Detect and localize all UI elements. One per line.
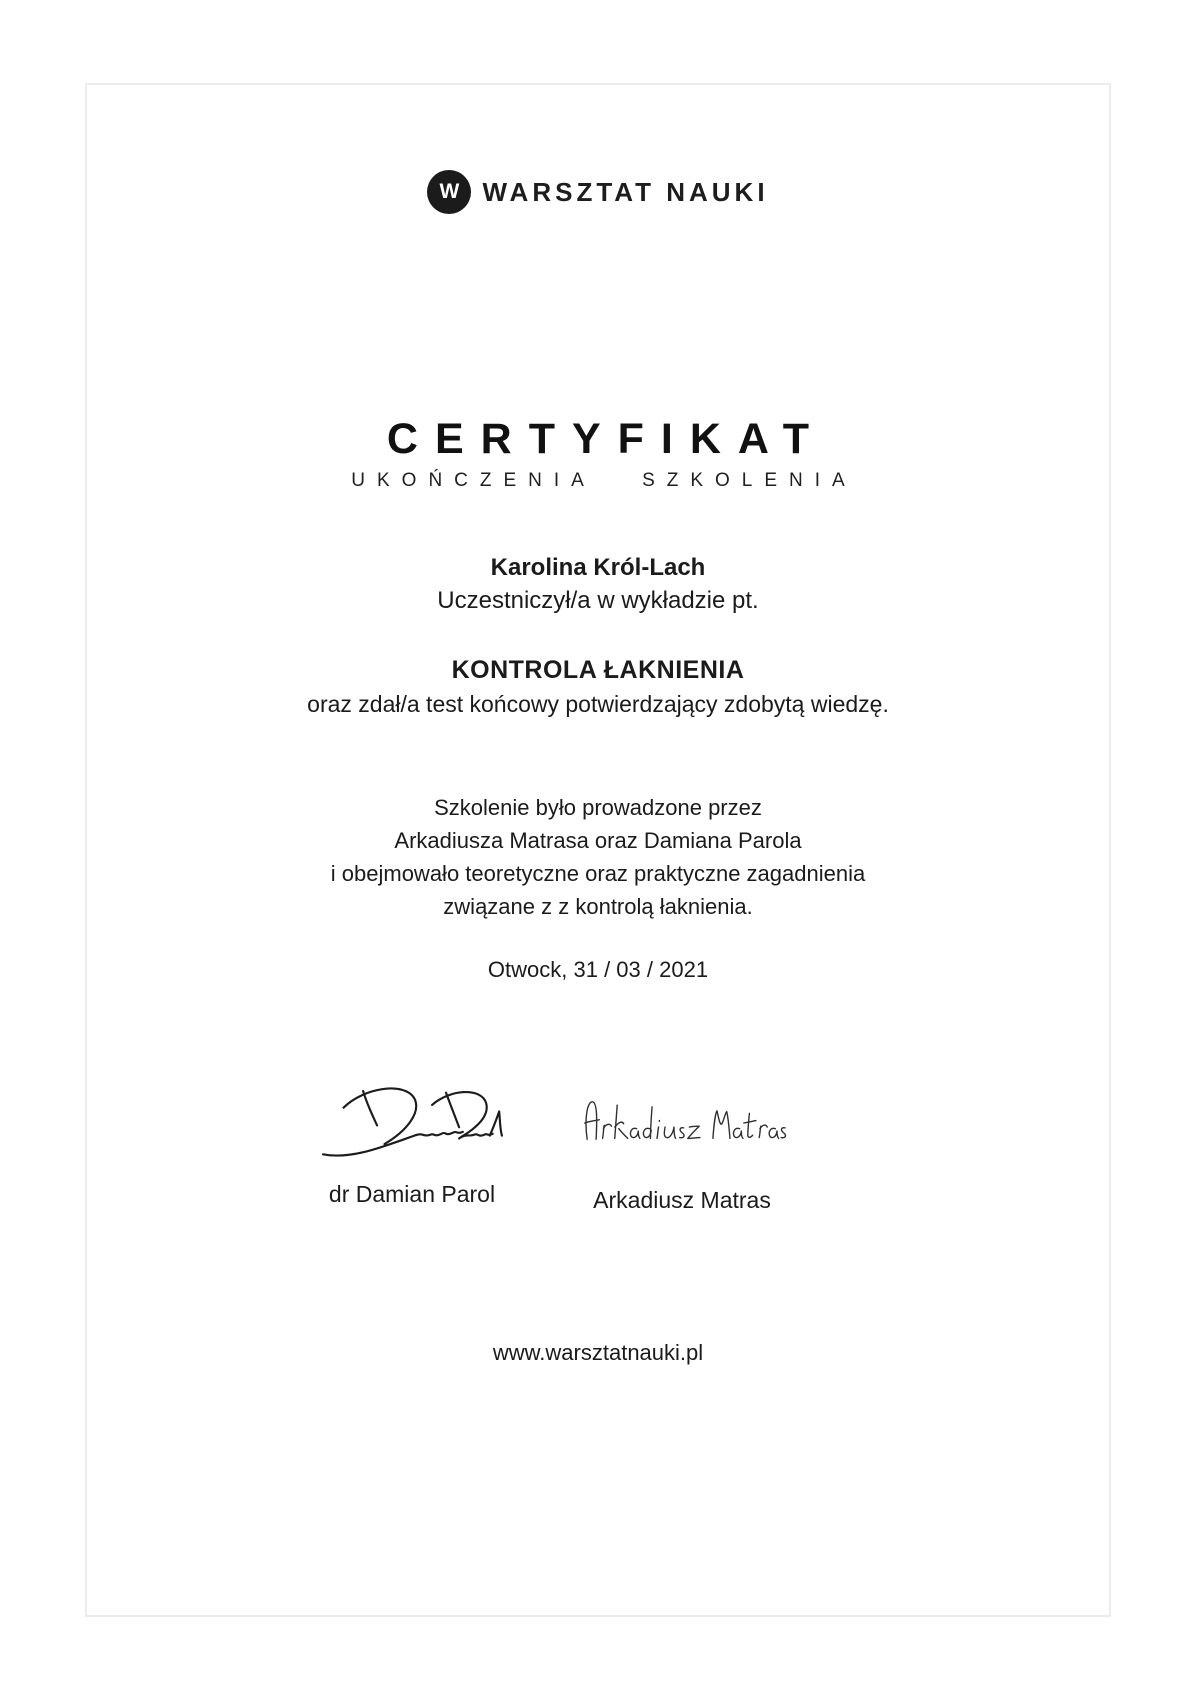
damian-parol-signature-image	[310, 1077, 515, 1169]
description-line: Arkadiusza Matrasa oraz Damiana Parola	[394, 828, 802, 853]
signer-name: dr Damian Parol	[328, 1181, 496, 1207]
description-line: i obejmowało teoretyczne oraz praktyczne zagadnienia	[330, 861, 866, 886]
description-line: związane z z kontrolą łaknienia.	[443, 894, 753, 919]
brand-initial: W	[439, 180, 460, 203]
participation-line: Uczestniczył/a w wykładzie pt.	[437, 587, 759, 614]
signer-name: Arkadiusz Matras	[593, 1187, 771, 1213]
course-name: KONTROLA ŁAKNIENIA	[451, 656, 745, 684]
signatures-section	[87, 1077, 1109, 1297]
recipient-name: Karolina Król-Lach	[490, 554, 706, 581]
certificate-card	[85, 83, 1111, 1617]
signature-block-damian-parol	[277, 1077, 547, 1208]
signature-block-arkadiusz-matras	[547, 1077, 817, 1214]
training-description	[87, 791, 1109, 923]
certificate-subtitle: UKOŃCZENIA SZKOLENIA	[351, 470, 857, 491]
arkadiusz-matras-signature-image	[575, 1077, 790, 1175]
website-url: www.warsztatnauki.pl	[492, 1340, 704, 1365]
description-line: Szkolenie było prowadzone przez	[434, 795, 762, 820]
certificate-title: CERTYFIKAT	[386, 415, 827, 463]
brand-name: WARSZTAT NAUKI	[482, 176, 769, 207]
recipient-block	[87, 551, 1109, 617]
course-block	[87, 653, 1109, 721]
place-and-date: Otwock, 31 / 03 / 2021	[487, 957, 709, 982]
brand-logo	[87, 170, 1109, 214]
brand-logo-icon	[427, 170, 471, 214]
course-result-line: oraz zdał/a test końcowy potwierdzający zdobytą wiedzę.	[307, 691, 889, 717]
